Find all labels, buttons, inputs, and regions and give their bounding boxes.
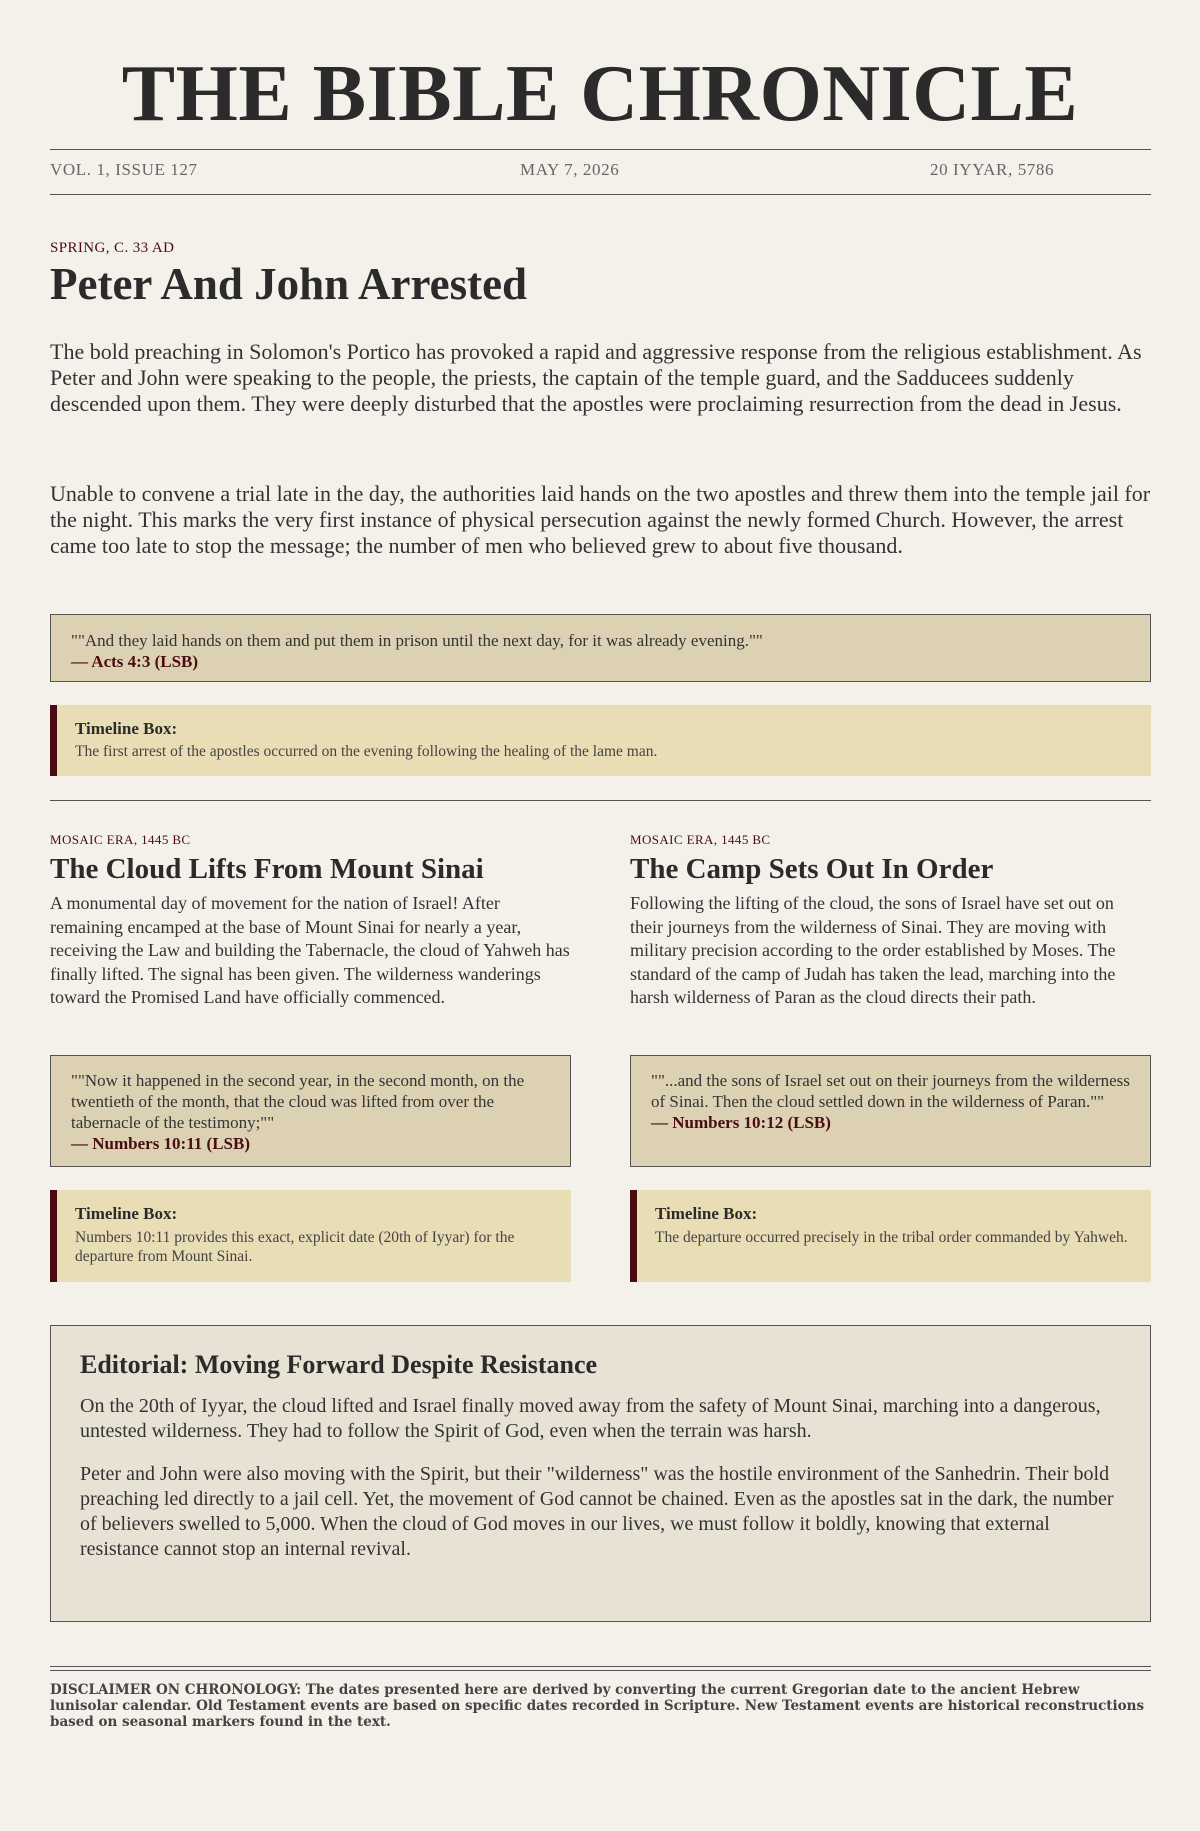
timeline-text: The first arrest of the apostles occurred on the evening following the healing of the lame man. xyxy=(75,743,658,760)
quote-text: ""And they laid hands on them and put them in prison until the next day, for it was already evening."" xyxy=(71,631,763,650)
quote-text: ""Now it happened in the second year, in the second month, on the twentieth of the month, that the cloud was lifted from over the tabernacle of the testimony;"" xyxy=(71,1071,525,1132)
col2-timeline-box xyxy=(630,1190,1151,1282)
col1-quote-box xyxy=(50,1055,571,1167)
lead-quote-box xyxy=(50,614,1151,682)
lead-timeline-box xyxy=(50,705,1151,776)
timeline-text: Numbers 10:11 provides this exact, explicit date (20th of Iyyar) for the departure from Mount Sinai. xyxy=(75,1229,515,1265)
editorial-paragraph: On the 20th of Iyyar, the cloud lifted and Israel finally moved away from the safety of Mount Sinai, marching into a dangerous, untested wilderness. They had to follow the Spirit of God, even when the terrain was harsh. xyxy=(80,1395,1101,1442)
issue-bar xyxy=(50,160,1151,182)
lead-paragraph: Unable to convene a trial late in the day, the authorities laid hands on the two apostles and threw them into the temple jail for the night. This marks the very first instance of physical persecution against the newly formed Church. However, the arrest came too late to stop the message; the number of men who believed grew to about five thousand. xyxy=(50,481,1151,558)
volume-issue: VOL. 1, ISSUE 127 xyxy=(50,160,198,179)
masthead-rule-top xyxy=(50,149,1151,150)
footer-rule-bottom xyxy=(50,1670,1151,1671)
timeline-text: The departure occurred precisely in the tribal order commanded by Yahweh. xyxy=(655,1229,1128,1246)
timeline-title: Timeline Box: xyxy=(655,1204,758,1223)
section-divider xyxy=(50,800,1151,801)
lead-headline: Peter And John Arrested xyxy=(50,259,528,309)
hebrew-date: 20 IYYAR, 5786 xyxy=(930,160,1055,179)
col2-quote-box xyxy=(630,1055,1151,1167)
editorial-box xyxy=(50,1325,1151,1622)
masthead-title: THE BIBLE CHRONICLE xyxy=(121,50,1079,138)
editorial-title: Editorial: Moving Forward Despite Resistance xyxy=(80,1350,598,1379)
timeline-title: Timeline Box: xyxy=(75,719,178,738)
editorial-paragraph: Peter and John were also moving with the Spirit, but their "wilderness" was the hostile environment of the Sanhedrin. Their bold preaching led directly to a jail cell. Yet, the movement of God cannot be chained. Even as the apostles sat in the dark, the number of believers swelled to 5,000. When the cloud of God moves in our lives, we must follow it boldly, knowing that external resistance cannot stop an internal revival. xyxy=(80,1463,1114,1560)
timeline-title: Timeline Box: xyxy=(75,1204,178,1223)
col1-headline: The Cloud Lifts From Mount Sinai xyxy=(50,853,484,885)
quote-citation: — Numbers 10:11 (LSB) xyxy=(71,1134,250,1153)
col2-paragraph: Following the lifting of the cloud, the sons of Israel have set out on their journeys from the wilderness of Sinai. They are moving with military precision according to the order established by Moses. The standard of the camp of Judah has taken the lead, marching into the harsh wilderness of Paran as the cloud directs their path. xyxy=(630,893,1116,1007)
footer-rule-top xyxy=(50,1666,1151,1667)
quote-citation: — Acts 4:3 (LSB) xyxy=(71,652,199,671)
col1-paragraph: A monumental day of movement for the nation of Israel! After remaining encamped at the base of Mount Sinai for nearly a year, receiving the Law and building the Tabernacle, the cloud of Yahweh has finally lifted. The signal has been given. The wilderness wanderings toward the Promised Land have officially commenced. xyxy=(50,893,570,1007)
lead-era-label: SPRING, C. 33 AD xyxy=(50,240,175,256)
col2-headline: The Camp Sets Out In Order xyxy=(630,853,994,885)
col1-timeline-box xyxy=(50,1190,571,1282)
disclaimer: DISCLAIMER ON CHRONOLOGY: The dates presented here are derived by converting the current Gregorian date to the ancient Hebrew lunisolar calendar. Old Testament events are based on specific dates recorded in Scripture. New Testament events are historical reconstructions based on seasonal markers found in the text. xyxy=(50,1682,1145,1730)
quote-citation: — Numbers 10:12 (LSB) xyxy=(651,1113,831,1132)
quote-text: ""...and the sons of Israel set out on their journeys from the wilderness of Sinai. Then the cloud settled down in the wilderness of Paran."" xyxy=(651,1071,1130,1111)
gregorian-date: MAY 7, 2026 xyxy=(520,160,620,179)
col2-era-label: MOSAIC ERA, 1445 BC xyxy=(630,832,771,847)
masthead-rule-bottom xyxy=(50,194,1151,195)
col1-era-label: MOSAIC ERA, 1445 BC xyxy=(50,832,191,847)
lead-paragraph: The bold preaching in Solomon's Portico has provoked a rapid and aggressive response from the religious establishment. As Peter and John were speaking to the people, the priests, the captain of the temple guard, and the Sadducees suddenly descended upon them. They were deeply disturbed that the apostles were proclaiming resurrection from the dead in Jesus. xyxy=(50,339,1142,416)
